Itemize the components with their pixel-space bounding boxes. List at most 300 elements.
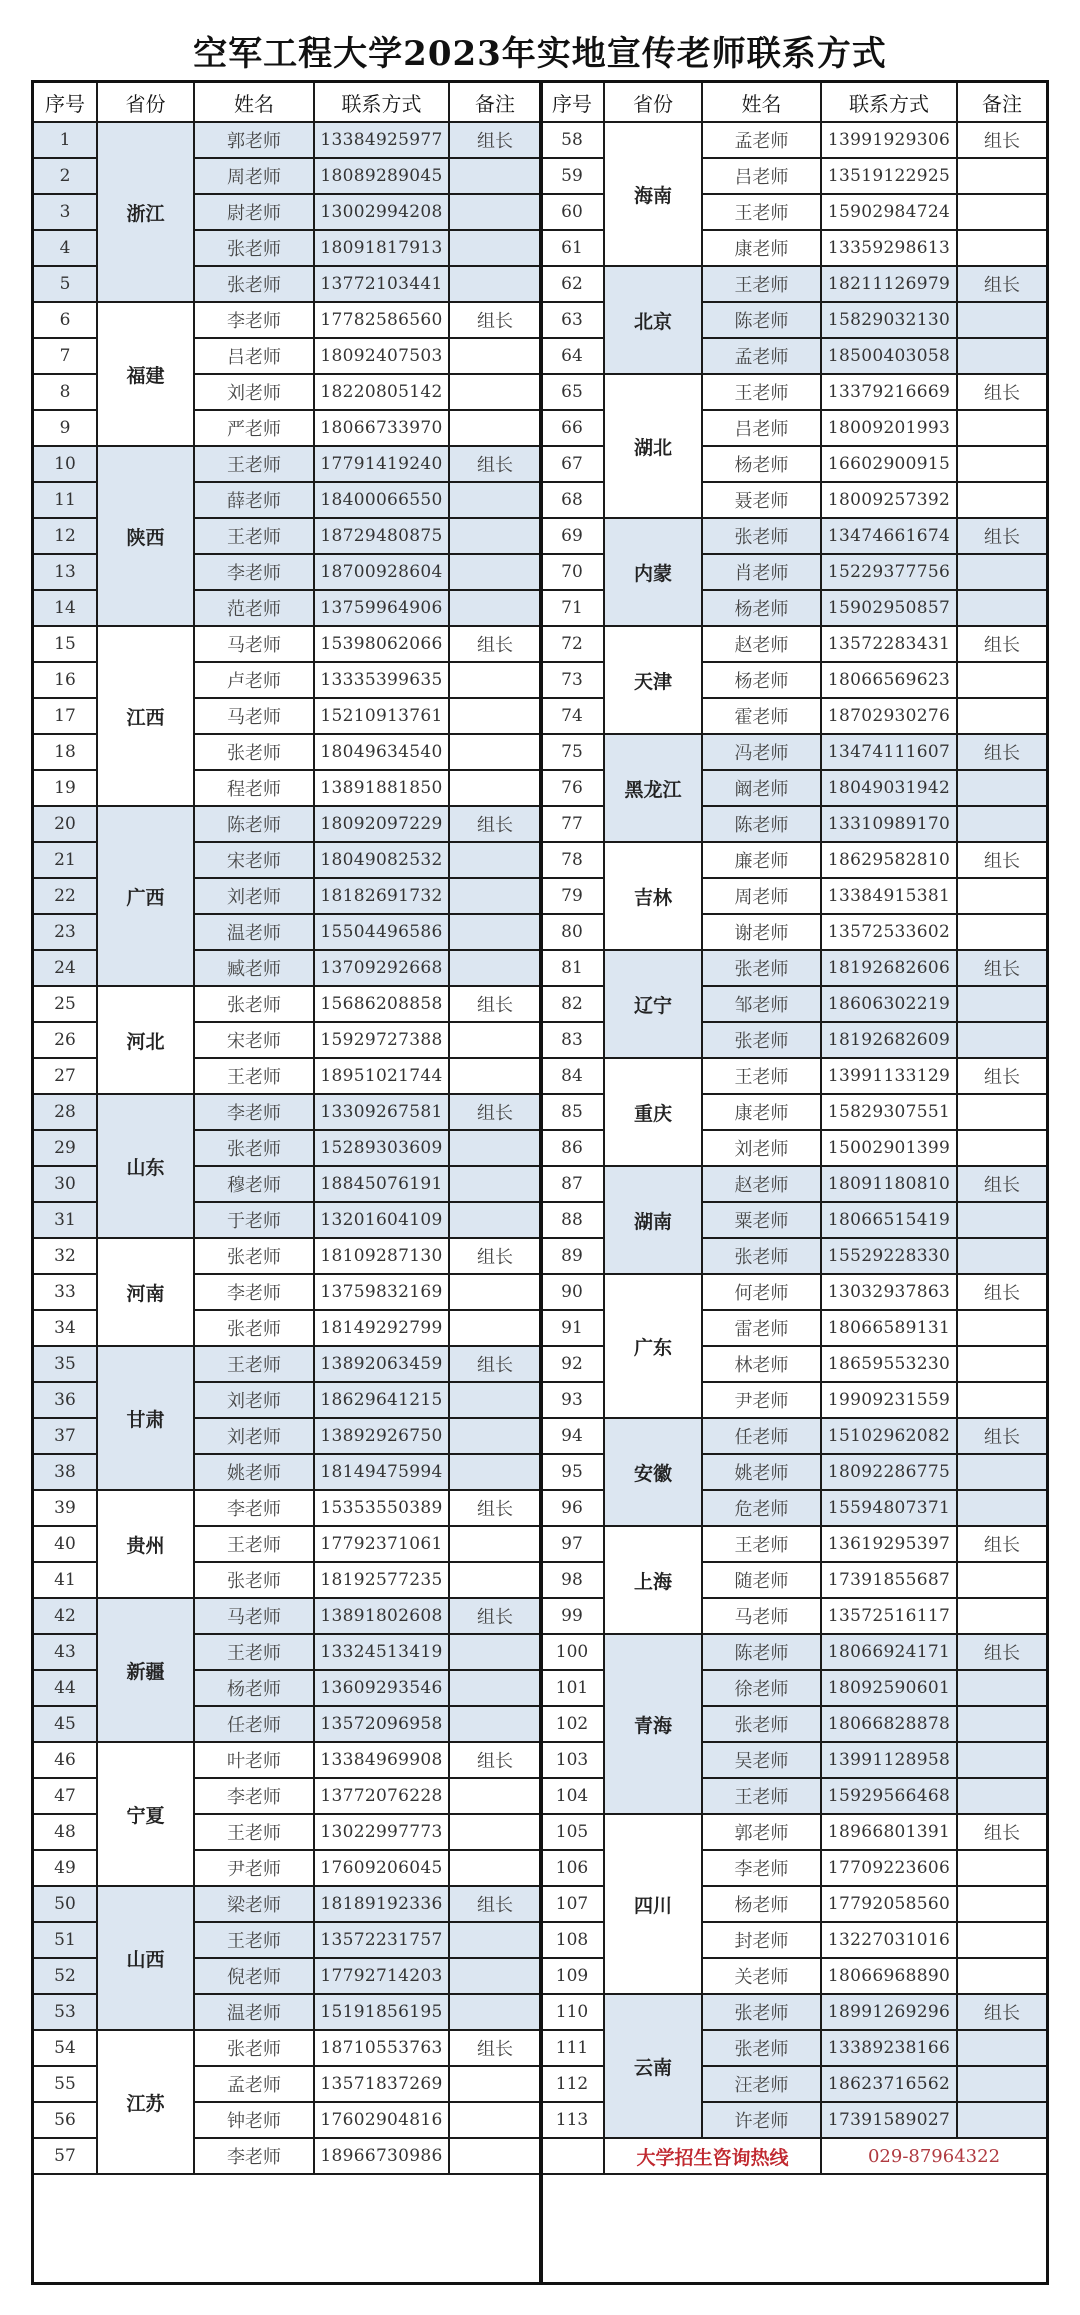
teacher-name: 张老师: [702, 950, 821, 986]
teacher-name: 姚老师: [702, 1454, 821, 1490]
row-index: 93: [541, 1382, 604, 1418]
phone-number[interactable]: 13032937863: [821, 1274, 957, 1310]
row-index: 26: [34, 1022, 97, 1058]
row-index: 83: [541, 1022, 604, 1058]
phone-number[interactable]: 13389238166: [821, 2030, 957, 2066]
row-index: 106: [541, 1850, 604, 1886]
teacher-name: 阚老师: [702, 770, 821, 806]
phone-number[interactable]: 13891881850: [314, 770, 449, 806]
teacher-name: 霍老师: [702, 698, 821, 734]
table-row: [34, 1490, 541, 1526]
teacher-name: 王老师: [194, 1922, 314, 1958]
row-index: 60: [541, 194, 604, 230]
header-index: 序号: [34, 83, 97, 122]
note-cell: [449, 1526, 541, 1562]
note-cell: [449, 2066, 541, 2102]
row-index: 11: [34, 482, 97, 518]
hotline-row: [541, 2138, 1046, 2174]
phone-number[interactable]: 18149475994: [314, 1454, 449, 1490]
row-index: 36: [34, 1382, 97, 1418]
note-cell: [957, 1562, 1046, 1598]
teacher-name: 吕老师: [702, 158, 821, 194]
note-cell: 组长: [957, 734, 1046, 770]
row-index: 34: [34, 1310, 97, 1346]
row-index: 18: [34, 734, 97, 770]
phone-number[interactable]: 13201604109: [314, 1202, 449, 1238]
note-cell: [957, 986, 1046, 1022]
phone-number[interactable]: 15398062066: [314, 626, 449, 662]
row-index: 49: [34, 1850, 97, 1886]
phone-number[interactable]: 18066589131: [821, 1310, 957, 1346]
table-row: [34, 1094, 541, 1130]
phone-number[interactable]: 18009201993: [821, 410, 957, 446]
row-index: 55: [34, 2066, 97, 2102]
phone-number[interactable]: 18066924171: [821, 1634, 957, 1670]
phone-number[interactable]: 13002994208: [314, 194, 449, 230]
phone-number[interactable]: 18220805142: [314, 374, 449, 410]
phone-number[interactable]: 13572516117: [821, 1598, 957, 1634]
row-index: 25: [34, 986, 97, 1022]
table-row: [541, 1526, 1046, 1562]
phone-number[interactable]: 13572231757: [314, 1922, 449, 1958]
note-cell: 组长: [449, 1742, 541, 1778]
phone-number[interactable]: 18211126979: [821, 266, 957, 302]
phone-number[interactable]: 18149292799: [314, 1310, 449, 1346]
row-index: 29: [34, 1130, 97, 1166]
phone-number[interactable]: 17391589027: [821, 2102, 957, 2138]
phone-number[interactable]: 18091817913: [314, 230, 449, 266]
teacher-name: 刘老师: [194, 374, 314, 410]
table-row: [34, 626, 541, 662]
note-cell: 组长: [957, 1058, 1046, 1094]
note-cell: [957, 1598, 1046, 1634]
phone-number[interactable]: 18192682609: [821, 1022, 957, 1058]
note-cell: 组长: [957, 1634, 1046, 1670]
phone-number[interactable]: 13619295397: [821, 1526, 957, 1562]
phone-number[interactable]: 13571837269: [314, 2066, 449, 2102]
province-cell: 甘肃: [97, 1346, 194, 1490]
teacher-name: 尹老师: [702, 1382, 821, 1418]
note-cell: 组长: [957, 374, 1046, 410]
phone-number[interactable]: 15229377756: [821, 554, 957, 590]
teacher-name: 张老师: [194, 1562, 314, 1598]
teacher-name: 林老师: [702, 1346, 821, 1382]
note-cell: [449, 662, 541, 698]
note-cell: [449, 1562, 541, 1598]
row-index: 38: [34, 1454, 97, 1490]
phone-number[interactable]: 13759832169: [314, 1274, 449, 1310]
row-index: 67: [541, 446, 604, 482]
province-cell: 福建: [97, 302, 194, 446]
note-cell: 组长: [449, 1886, 541, 1922]
phone-number[interactable]: 18991269296: [821, 1994, 957, 2030]
phone-number[interactable]: 17609206045: [314, 1850, 449, 1886]
teacher-name: 吕老师: [702, 410, 821, 446]
row-index: 68: [541, 482, 604, 518]
phone-number[interactable]: 17791419240: [314, 446, 449, 482]
phone-number[interactable]: 13384925977: [314, 122, 449, 158]
note-cell: [957, 302, 1046, 338]
phone-number[interactable]: 18066828878: [821, 1706, 957, 1742]
phone-number[interactable]: 15686208858: [314, 986, 449, 1022]
phone-number[interactable]: 15002901399: [821, 1130, 957, 1166]
teacher-name: 张老师: [702, 518, 821, 554]
phone-number[interactable]: 13384915381: [821, 878, 957, 914]
phone-number[interactable]: 17792371061: [314, 1526, 449, 1562]
phone-number[interactable]: 19909231559: [821, 1382, 957, 1418]
table-row: [34, 986, 541, 1022]
row-index: 10: [34, 446, 97, 482]
row-index: 16: [34, 662, 97, 698]
row-index: 54: [34, 2030, 97, 2066]
teacher-name: 张老师: [702, 1022, 821, 1058]
phone-number[interactable]: 18966730986: [314, 2138, 449, 2174]
row-index: 59: [541, 158, 604, 194]
phone-number[interactable]: 13572283431: [821, 626, 957, 662]
phone-number[interactable]: 17792714203: [314, 1958, 449, 1994]
phone-number[interactable]: 18092286775: [821, 1454, 957, 1490]
row-index: 27: [34, 1058, 97, 1094]
province-cell: 青海: [604, 1634, 702, 1814]
teacher-name: 王老师: [702, 1526, 821, 1562]
table-row: [541, 374, 1046, 410]
phone-number[interactable]: 13572533602: [821, 914, 957, 950]
row-index: 61: [541, 230, 604, 266]
phone-number[interactable]: 13309267581: [314, 1094, 449, 1130]
teacher-name: 张老师: [702, 1238, 821, 1274]
phone-number[interactable]: 15829032130: [821, 302, 957, 338]
phone-number[interactable]: 18710553763: [314, 2030, 449, 2066]
phone-number[interactable]: 18966801391: [821, 1814, 957, 1850]
table-left-half: [34, 83, 542, 2175]
phone-number[interactable]: 13359298613: [821, 230, 957, 266]
teacher-name: 李老师: [194, 302, 314, 338]
note-cell: [449, 1166, 541, 1202]
row-index: 53: [34, 1994, 97, 2030]
row-index: 87: [541, 1166, 604, 1202]
province-cell: 北京: [604, 266, 702, 374]
teacher-name: 雷老师: [702, 1310, 821, 1346]
teacher-name: 张老师: [194, 230, 314, 266]
teacher-name: 张老师: [194, 986, 314, 1022]
table-row: [541, 1418, 1046, 1454]
phone-number[interactable]: 18049082532: [314, 842, 449, 878]
phone-number[interactable]: 15594807371: [821, 1490, 957, 1526]
phone-number[interactable]: 18700928604: [314, 554, 449, 590]
note-cell: [449, 590, 541, 626]
row-index: 74: [541, 698, 604, 734]
teacher-name: 宋老师: [194, 1022, 314, 1058]
note-cell: [957, 590, 1046, 626]
phone-number[interactable]: 15902950857: [821, 590, 957, 626]
note-cell: [957, 1490, 1046, 1526]
row-index: 4: [34, 230, 97, 266]
table-row: [541, 518, 1046, 554]
teacher-name: 温老师: [194, 1994, 314, 2030]
teacher-name: 穆老师: [194, 1166, 314, 1202]
phone-number[interactable]: 13310989170: [821, 806, 957, 842]
phone-number[interactable]: 15929727388: [314, 1022, 449, 1058]
phone-number[interactable]: 18845076191: [314, 1166, 449, 1202]
note-cell: [449, 194, 541, 230]
phone-number[interactable]: 13991133129: [821, 1058, 957, 1094]
row-index: 42: [34, 1598, 97, 1634]
row-index: 107: [541, 1886, 604, 1922]
row-index: 102: [541, 1706, 604, 1742]
row-index: 35: [34, 1346, 97, 1382]
row-index: 101: [541, 1670, 604, 1706]
note-cell: [449, 1958, 541, 1994]
phone-number[interactable]: 17709223606: [821, 1850, 957, 1886]
province-cell: 天津: [604, 626, 702, 734]
phone-number[interactable]: 18629582810: [821, 842, 957, 878]
phone-number[interactable]: 13891802608: [314, 1598, 449, 1634]
note-cell: [449, 410, 541, 446]
note-cell: 组长: [957, 1526, 1046, 1562]
row-index: 80: [541, 914, 604, 950]
teacher-name: 孟老师: [702, 338, 821, 374]
row-index: 24: [34, 950, 97, 986]
row-index: 20: [34, 806, 97, 842]
row-index: 37: [34, 1418, 97, 1454]
phone-number[interactable]: 13759964906: [314, 590, 449, 626]
teacher-name: 马老师: [194, 1598, 314, 1634]
phone-number[interactable]: 17792058560: [821, 1886, 957, 1922]
phone-number[interactable]: 18066968890: [821, 1958, 957, 1994]
header-contact: 联系方式: [314, 83, 449, 122]
phone-number[interactable]: 18066515419: [821, 1202, 957, 1238]
row-index: 45: [34, 1706, 97, 1742]
phone-number[interactable]: 18500403058: [821, 338, 957, 374]
note-cell: [957, 482, 1046, 518]
teacher-name: 张老师: [702, 1994, 821, 2030]
table-row: [541, 122, 1046, 158]
note-cell: [957, 338, 1046, 374]
row-index: 113: [541, 2102, 604, 2138]
teacher-name: 梁老师: [194, 1886, 314, 1922]
teacher-name: 李老师: [194, 1778, 314, 1814]
note-cell: [957, 1850, 1046, 1886]
note-cell: [449, 158, 541, 194]
phone-number[interactable]: 18182691732: [314, 878, 449, 914]
row-index: 110: [541, 1994, 604, 2030]
phone-number[interactable]: 18109287130: [314, 1238, 449, 1274]
phone-number[interactable]: 13519122925: [821, 158, 957, 194]
teacher-name: 王老师: [702, 1058, 821, 1094]
row-index: 17: [34, 698, 97, 734]
teacher-name: 肖老师: [702, 554, 821, 590]
phone-number[interactable]: 18092097229: [314, 806, 449, 842]
note-cell: [957, 2066, 1046, 2102]
teacher-name: 严老师: [194, 410, 314, 446]
note-cell: [957, 158, 1046, 194]
phone-number[interactable]: 13709292668: [314, 950, 449, 986]
table-row: [34, 2030, 541, 2066]
phone-number[interactable]: 18189192336: [314, 1886, 449, 1922]
row-index: 92: [541, 1346, 604, 1382]
teacher-name: 郭老师: [194, 122, 314, 158]
teacher-name: 尹老师: [194, 1850, 314, 1886]
phone-number[interactable]: 18092407503: [314, 338, 449, 374]
row-index: 3: [34, 194, 97, 230]
teacher-name: 臧老师: [194, 950, 314, 986]
phone-number[interactable]: 13474661674: [821, 518, 957, 554]
teacher-name: 赵老师: [702, 1166, 821, 1202]
province-cell: 山西: [97, 1886, 194, 2030]
row-index: 1: [34, 122, 97, 158]
phone-number[interactable]: 18049634540: [314, 734, 449, 770]
phone-number[interactable]: 13892063459: [314, 1346, 449, 1382]
teacher-name: 张老师: [702, 1706, 821, 1742]
province-cell: 湖北: [604, 374, 702, 518]
header-province: 省份: [97, 83, 194, 122]
province-cell: 重庆: [604, 1058, 702, 1166]
phone-number[interactable]: 15210913761: [314, 698, 449, 734]
note-cell: [449, 266, 541, 302]
teacher-name: 张老师: [194, 734, 314, 770]
row-index: 66: [541, 410, 604, 446]
note-cell: [957, 554, 1046, 590]
phone-number[interactable]: 18049031942: [821, 770, 957, 806]
phone-number[interactable]: 15829307551: [821, 1094, 957, 1130]
phone-number[interactable]: 17602904816: [314, 2102, 449, 2138]
row-index: 6: [34, 302, 97, 338]
phone-number[interactable]: 13324513419: [314, 1634, 449, 1670]
province-cell: 云南: [604, 1994, 702, 2138]
teacher-name: 赵老师: [702, 626, 821, 662]
phone-number[interactable]: 18009257392: [821, 482, 957, 518]
note-cell: [957, 1346, 1046, 1382]
row-index: 46: [34, 1742, 97, 1778]
phone-number[interactable]: 15289303609: [314, 1130, 449, 1166]
province-cell: 广东: [604, 1274, 702, 1418]
teacher-name: 王老师: [194, 1346, 314, 1382]
phone-number[interactable]: 15929566468: [821, 1778, 957, 1814]
teacher-name: 王老师: [702, 194, 821, 230]
note-cell: [957, 806, 1046, 842]
phone-number[interactable]: 13335399635: [314, 662, 449, 698]
row-index: 62: [541, 266, 604, 302]
phone-number[interactable]: 17782586560: [314, 302, 449, 338]
phone-number[interactable]: 15529228330: [821, 1238, 957, 1274]
teacher-name: 王老师: [702, 374, 821, 410]
phone-number[interactable]: 13022997773: [314, 1814, 449, 1850]
phone-number[interactable]: 15191856195: [314, 1994, 449, 2030]
phone-number[interactable]: 15902984724: [821, 194, 957, 230]
phone-number[interactable]: 18092590601: [821, 1670, 957, 1706]
phone-number[interactable]: 18089289045: [314, 158, 449, 194]
phone-number[interactable]: 18951021744: [314, 1058, 449, 1094]
header-name: 姓名: [194, 83, 314, 122]
teacher-name: 温老师: [194, 914, 314, 950]
row-index: 70: [541, 554, 604, 590]
phone-number[interactable]: 18066569623: [821, 662, 957, 698]
note-cell: [449, 770, 541, 806]
phone-number[interactable]: 15102962082: [821, 1418, 957, 1454]
phone-number[interactable]: 13772076228: [314, 1778, 449, 1814]
note-cell: [957, 1454, 1046, 1490]
phone-number[interactable]: 18629641215: [314, 1382, 449, 1418]
phone-number[interactable]: 13892926750: [314, 1418, 449, 1454]
phone-number[interactable]: 15504496586: [314, 914, 449, 950]
phone-number[interactable]: 13991128958: [821, 1742, 957, 1778]
note-cell: [957, 1670, 1046, 1706]
table-row: [541, 950, 1046, 986]
phone-number[interactable]: 18729480875: [314, 518, 449, 554]
note-cell: [957, 1382, 1046, 1418]
row-index: 76: [541, 770, 604, 806]
phone-number[interactable]: 13609293546: [314, 1670, 449, 1706]
teacher-name: 卢老师: [194, 662, 314, 698]
teacher-name: 李老师: [194, 554, 314, 590]
phone-number[interactable]: 13772103441: [314, 266, 449, 302]
teacher-name: 徐老师: [702, 1670, 821, 1706]
note-cell: 组长: [449, 806, 541, 842]
row-index: 85: [541, 1094, 604, 1130]
row-index: 105: [541, 1814, 604, 1850]
note-cell: [449, 2102, 541, 2138]
row-index: 103: [541, 1742, 604, 1778]
row-index: 2: [34, 158, 97, 194]
note-cell: 组长: [957, 842, 1046, 878]
phone-number[interactable]: 18192682606: [821, 950, 957, 986]
phone-number[interactable]: 13379216669: [821, 374, 957, 410]
row-index: 14: [34, 590, 97, 626]
phone-number[interactable]: 18400066550: [314, 482, 449, 518]
province-cell: 河北: [97, 986, 194, 1094]
table-row: [34, 1742, 541, 1778]
row-index: 22: [34, 878, 97, 914]
province-cell: 宁夏: [97, 1742, 194, 1886]
teacher-name: 杨老师: [194, 1670, 314, 1706]
phone-number[interactable]: 18702930276: [821, 698, 957, 734]
phone-number[interactable]: 18192577235: [314, 1562, 449, 1598]
teacher-name: 杨老师: [702, 590, 821, 626]
note-cell: [957, 1706, 1046, 1742]
teacher-name: 刘老师: [194, 878, 314, 914]
note-cell: [957, 194, 1046, 230]
phone-number[interactable]: 13572096958: [314, 1706, 449, 1742]
note-cell: [957, 2102, 1046, 2138]
phone-number[interactable]: 17391855687: [821, 1562, 957, 1598]
header-province: 省份: [604, 83, 702, 122]
phone-number[interactable]: 13384969908: [314, 1742, 449, 1778]
phone-number[interactable]: 13991929306: [821, 122, 957, 158]
teacher-name: 姚老师: [194, 1454, 314, 1490]
note-cell: 组长: [449, 2030, 541, 2066]
phone-number[interactable]: 15353550389: [314, 1490, 449, 1526]
phone-number[interactable]: 18091180810: [821, 1166, 957, 1202]
note-cell: [957, 230, 1046, 266]
teacher-name: 薛老师: [194, 482, 314, 518]
phone-number[interactable]: 13474111607: [821, 734, 957, 770]
teacher-name: 张老师: [702, 2030, 821, 2066]
teacher-name: 叶老师: [194, 1742, 314, 1778]
phone-number[interactable]: 18606302219: [821, 986, 957, 1022]
row-index: 69: [541, 518, 604, 554]
phone-number[interactable]: 18623716562: [821, 2066, 957, 2102]
phone-number[interactable]: 18659553230: [821, 1346, 957, 1382]
row-index: 98: [541, 1562, 604, 1598]
note-cell: [449, 1922, 541, 1958]
teacher-name: 周老师: [194, 158, 314, 194]
phone-number[interactable]: 18066733970: [314, 410, 449, 446]
note-cell: [449, 1274, 541, 1310]
province-cell: 上海: [604, 1526, 702, 1634]
note-cell: [449, 1202, 541, 1238]
phone-number[interactable]: 16602900915: [821, 446, 957, 482]
phone-number[interactable]: 13227031016: [821, 1922, 957, 1958]
